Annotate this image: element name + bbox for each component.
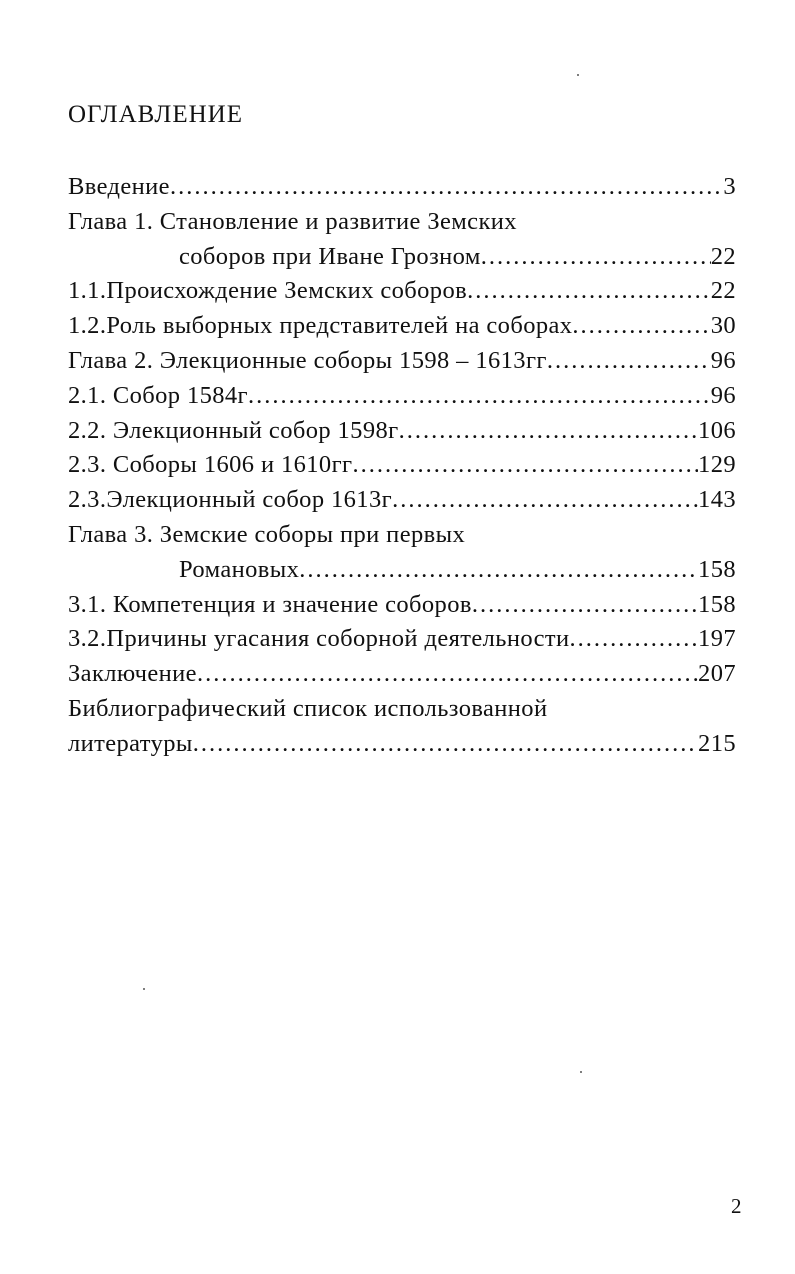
- toc-entry-label: Глава 2. Элекционные соборы 1598 – 1613гг: [68, 346, 547, 374]
- dot-leader: [197, 657, 698, 692]
- toc-entry-label: 1.1.Происхождение Земских соборов: [68, 277, 468, 305]
- dot-leader: [572, 309, 710, 344]
- toc-entry-label: литературы: [68, 729, 193, 757]
- toc-entry: [68, 692, 736, 727]
- toc-entry: [68, 344, 736, 379]
- toc-entry: [68, 170, 736, 205]
- toc-entry-label: 2.3. Соборы 1606 и 1610гг: [68, 451, 353, 479]
- table-of-contents: [68, 170, 736, 762]
- toc-entry-page: 158: [698, 590, 736, 618]
- dot-leader: [193, 727, 698, 762]
- scan-speck: [143, 988, 145, 990]
- dot-leader: [352, 448, 698, 483]
- dot-leader: [570, 622, 699, 657]
- toc-entry-label: Библиографический список использованной: [68, 694, 548, 722]
- toc-entry-page: 143: [698, 486, 736, 514]
- toc-entry: [68, 622, 736, 657]
- toc-entry-page: 106: [698, 416, 736, 444]
- toc-entry: [68, 414, 736, 449]
- dot-leader: [392, 483, 698, 518]
- toc-entry-label: 3.1. Компетенция и значение соборов: [68, 590, 472, 618]
- toc-entry: [68, 448, 736, 483]
- scan-speck: [577, 74, 579, 76]
- toc-entry: [68, 553, 736, 588]
- toc-entry-page: 215: [698, 729, 736, 757]
- toc-entry-page: 96: [710, 381, 736, 409]
- toc-entry: [68, 309, 736, 344]
- dot-leader: [248, 379, 711, 414]
- toc-entry-label: 2.2. Элекционный собор 1598г: [68, 416, 399, 444]
- dot-leader: [481, 240, 711, 275]
- toc-entry: [68, 588, 736, 623]
- dot-leader: [472, 588, 698, 623]
- toc-entry: [68, 379, 736, 414]
- dot-leader: [170, 170, 723, 205]
- scan-speck: [580, 1071, 582, 1073]
- toc-entry-page: 3: [723, 173, 736, 200]
- toc-entry-page: 158: [698, 555, 736, 583]
- page-number: 2: [731, 1194, 742, 1218]
- toc-entry-label: Глава 1. Становление и развитие Земских: [68, 207, 517, 235]
- toc-entry-page: 197: [698, 625, 736, 653]
- toc-entry: [68, 483, 736, 518]
- toc-entry-page: 30: [710, 312, 736, 340]
- toc-entry-label: Глава 3. Земские соборы при первых: [68, 520, 466, 548]
- toc-entry-label: 1.2.Роль выборных представителей на соборах: [68, 312, 573, 340]
- toc-entry: [68, 727, 736, 762]
- dot-leader: [547, 344, 711, 379]
- toc-entry-label: 2.3.Элекционный собор 1613г: [68, 486, 393, 514]
- toc-entry-label: Романовых: [179, 555, 300, 583]
- toc-entry-label: Введение: [68, 173, 170, 200]
- page-title: ОГЛАВЛЕНИЕ: [68, 101, 243, 128]
- toc-entry-page: 129: [698, 451, 736, 479]
- toc-entry-page: 22: [710, 277, 736, 305]
- toc-entry: [68, 240, 736, 275]
- toc-entry: [68, 657, 736, 692]
- toc-entry-page: 22: [710, 242, 736, 270]
- toc-entry-label: Заключение: [68, 660, 197, 688]
- toc-entry-page: 96: [710, 346, 736, 374]
- toc-entry: [68, 205, 736, 240]
- toc-entry: [68, 274, 736, 309]
- dot-leader: [467, 274, 711, 309]
- toc-entry-label: 2.1. Собор 1584г: [68, 381, 249, 409]
- toc-entry-page: 207: [698, 660, 736, 688]
- dot-leader: [399, 414, 698, 449]
- toc-entry: [68, 518, 736, 553]
- toc-entry-label: соборов при Иване Грозном: [179, 242, 481, 270]
- dot-leader: [299, 553, 698, 588]
- toc-entry-label: 3.2.Причины угасания соборной деятельности: [68, 625, 570, 653]
